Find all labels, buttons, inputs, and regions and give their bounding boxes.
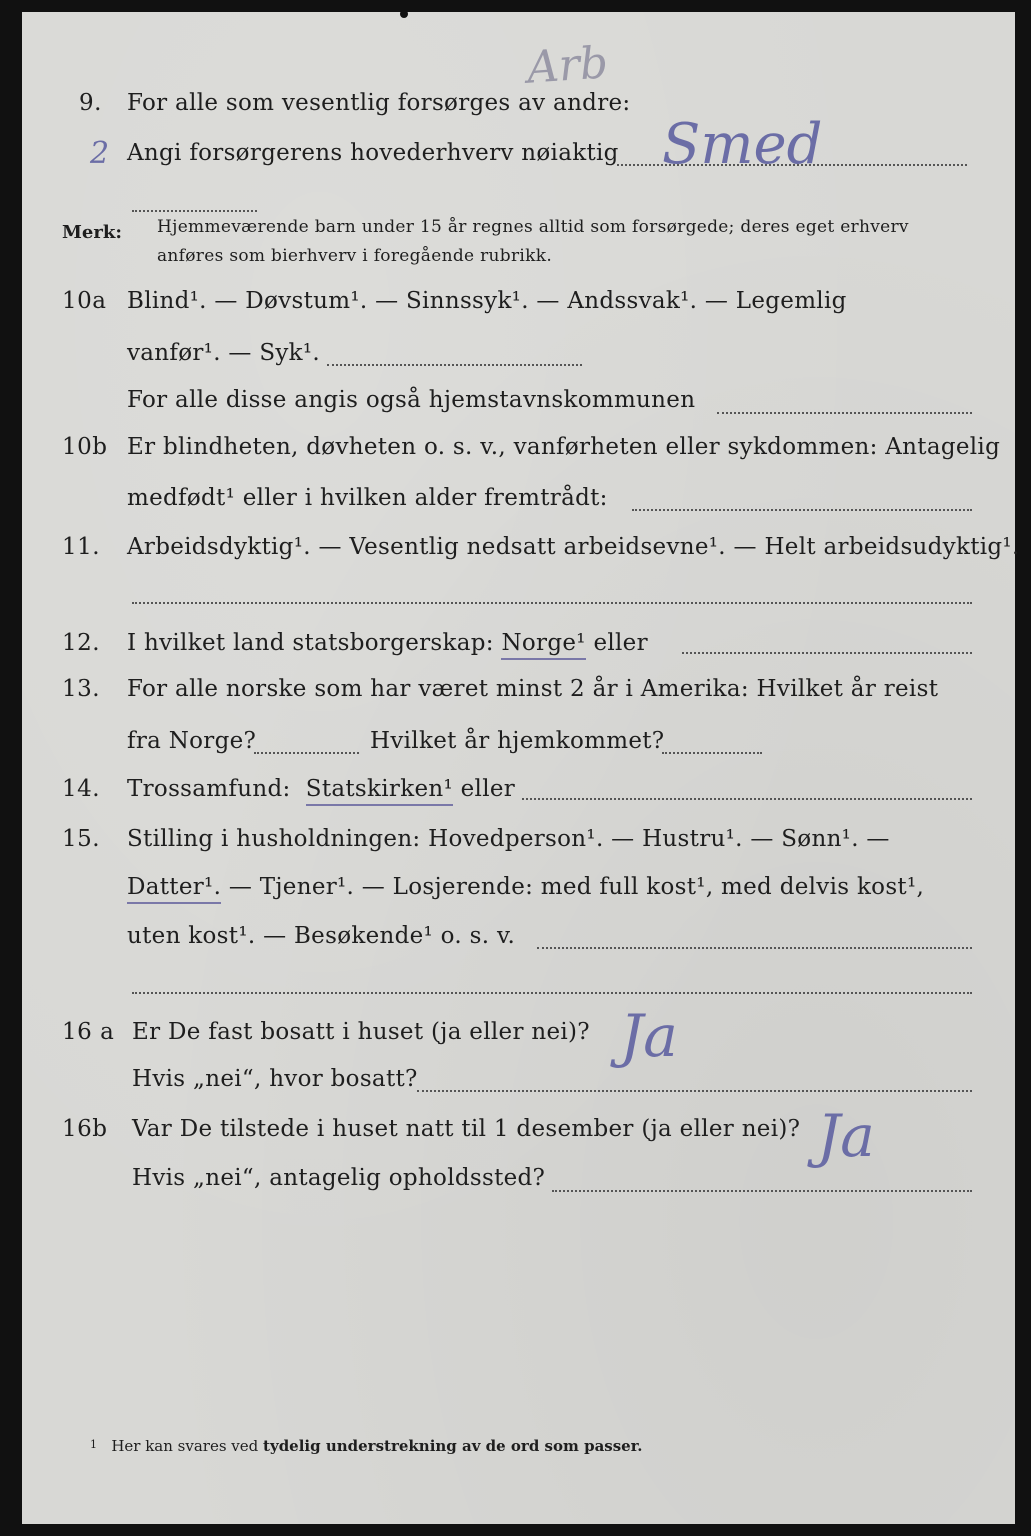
q16a-line1: Er De fast bosatt i huset (ja eller nei)?: [132, 1019, 590, 1045]
q10a-line1: Blind¹. — Døvstum¹. — Sinnssyk¹. — Andssvak¹. — Legemlig: [127, 288, 847, 314]
census-form-page: [22, 12, 1020, 1524]
q12-number: 12.: [62, 630, 101, 656]
q14-eller: eller: [460, 776, 516, 802]
q15-line1: Stilling i husholdningen: Hovedperson¹. — Hustru¹. — Sønn¹. —: [127, 826, 890, 852]
q14-statskirken-underlined: Statskirken¹: [306, 776, 453, 806]
q15-line2-rest: — Tjener¹. — Losjerende: med full kost¹, med delvis kost¹,: [228, 874, 925, 900]
q12-eller: eller: [593, 630, 648, 656]
q11-number: 11.: [62, 534, 101, 560]
merk-line2: anføres som bierhverv i foregående rubrikk.: [157, 246, 553, 266]
footnote-bold: tydelig understrekning av de ord som passer.: [263, 1437, 643, 1455]
handwritten-q16b-answer: Ja: [817, 1102, 875, 1170]
q9-line1: For alle som vesentlig forsørges av andre:: [127, 90, 631, 116]
q15-line2: [127, 874, 924, 900]
q10a-line2: vanfør¹. — Syk¹.: [127, 340, 321, 366]
q10a-number: 10a: [62, 288, 107, 314]
q16b-line1: Var De tilstede i huset natt til 1 desember (ja eller nei)?: [132, 1116, 801, 1142]
footnote-plain: Her kan svares ved: [111, 1437, 259, 1455]
merk-label: Merk:: [62, 222, 122, 243]
footnote-marker: 1: [90, 1438, 97, 1451]
q14-label: Trossamfund:: [127, 776, 291, 802]
handwritten-top-note: Arb: [525, 37, 610, 94]
q12-label: I hvilket land statsborgerskap:: [127, 630, 494, 656]
handwritten-q16a-answer: Ja: [620, 1002, 678, 1070]
q11-line1: Arbeidsdyktig¹. — Vesentlig nedsatt arbeidsevne¹. — Helt arbeidsudyktig¹.: [127, 534, 1020, 560]
q10b-line2: medfødt¹ eller i hvilken alder fremtrådt:: [127, 485, 608, 511]
q13-line2a: fra Norge?: [127, 728, 257, 754]
q13-line1: For alle norske som har været minst 2 år i Amerika: Hvilket år reist: [127, 676, 939, 702]
q12-line1: [127, 630, 648, 656]
q16b-line2: Hvis „nei“, antagelig opholdssted?: [132, 1165, 546, 1191]
q15-line3: uten kost¹. — Besøkende¹ o. s. v.: [127, 923, 516, 949]
handwritten-q9-answer: Smed: [662, 112, 823, 177]
q16b-number: 16b: [62, 1116, 108, 1142]
q15-number: 15.: [62, 826, 101, 852]
q13-number: 13.: [62, 676, 101, 702]
merk-line1: Hjemmeværende barn under 15 år regnes alltid som forsørgede; deres eget erhverv: [157, 217, 909, 237]
q12-norge-underlined: Norge¹: [501, 630, 585, 660]
q14-number: 14.: [62, 776, 101, 802]
q9-number: 9.: [79, 90, 102, 116]
q15-datter-underlined: Datter¹.: [127, 874, 221, 904]
punch-hole: [400, 10, 408, 18]
q10b-line1: Er blindheten, døvheten o. s. v., vanførheten eller sykdommen: Antagelig: [127, 434, 1001, 460]
footnote: [90, 1437, 642, 1455]
q16a-number: 16 a: [62, 1019, 115, 1045]
handwritten-margin-mark: 2: [90, 136, 110, 171]
q10a-line3: For alle disse angis også hjemstavnskommunen: [127, 387, 696, 413]
q16a-line2: Hvis „nei“, hvor bosatt?: [132, 1066, 418, 1092]
q14-line1: [127, 776, 515, 802]
q13-line2b: Hvilket år hjemkommet?: [370, 728, 665, 754]
q9-line2: Angi forsørgerens hovederhverv nøiaktig: [127, 140, 619, 166]
q10b-number: 10b: [62, 434, 108, 460]
